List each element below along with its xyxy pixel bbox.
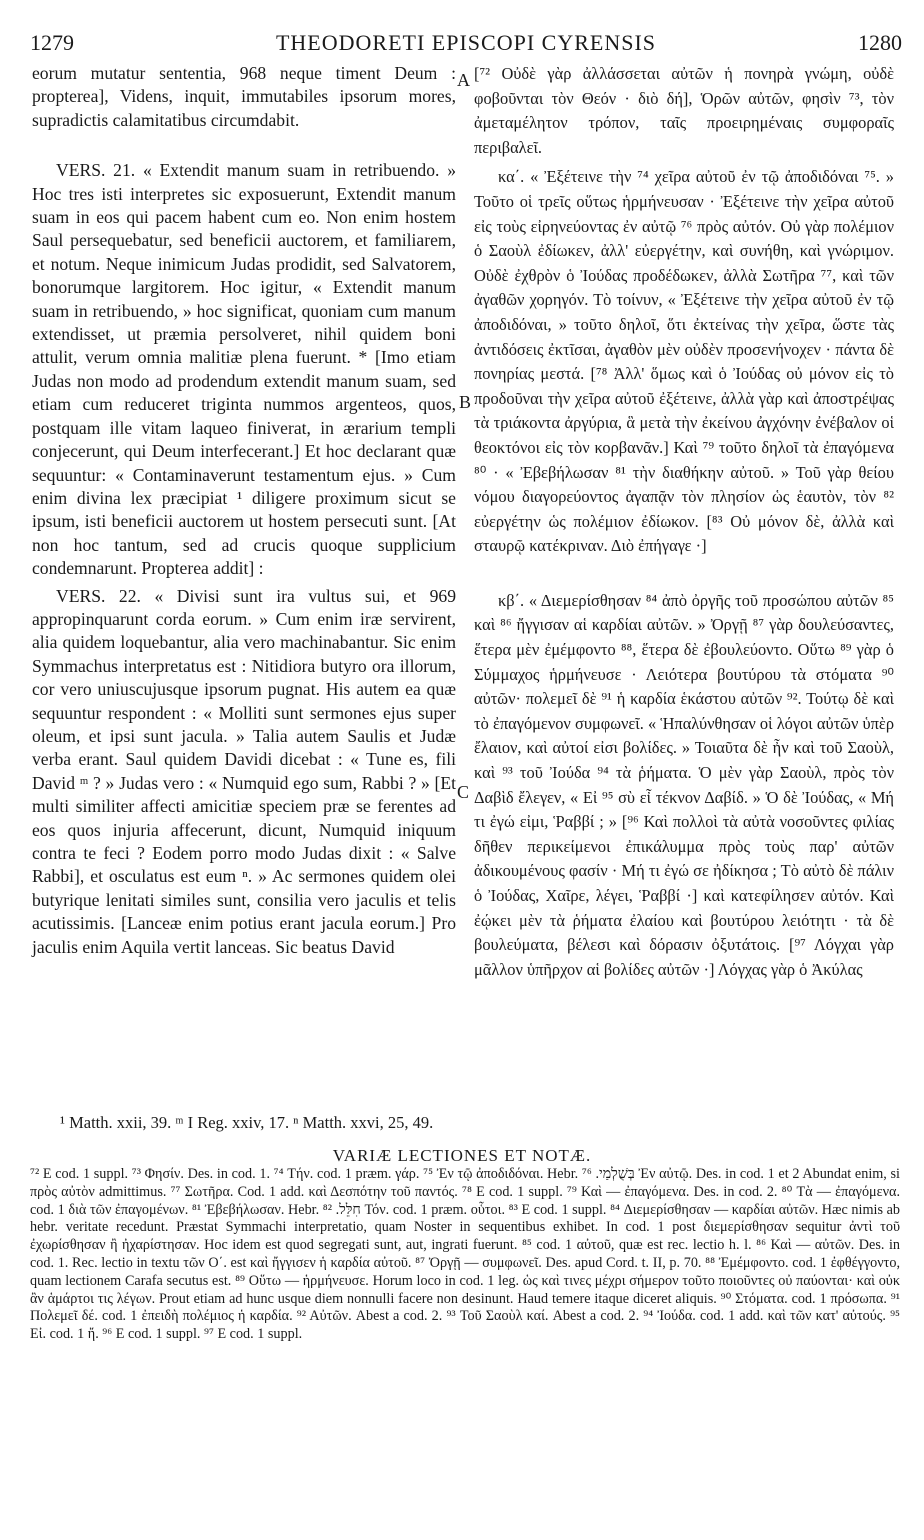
greek-column [474, 62, 894, 982]
running-title: THEODORETI EPISCOPI CYRENSIS [275, 30, 657, 55]
variae-lectiones-title: VARIÆ LECTIONES ET NOTÆ. [332, 1146, 592, 1165]
margin-marker-c: C [457, 782, 470, 802]
margin-marker-a: A [457, 70, 470, 90]
latin-column [32, 62, 456, 959]
variae-lectiones-notes [30, 1166, 900, 1344]
greek-paragraph-1: [⁷² Οὐδὲ γὰρ ἀλλάσσεται αὐτῶν ἡ πονηρὰ γνώμη, οὐδὲ φοβοῦνται τὸν Θεόν · διὸ δή], Ὁρῶν αὐτῶν, φησὶν ⁷³, τὸν ἀμεταμέλητον τρόπον, ταῖς προειρημέναις συμφοραῖς περιβαλεῖ. [474, 64, 894, 157]
margin-marker-b: B [459, 392, 472, 412]
latin-paragraph-1: eorum mutatur sententia, 968 neque timent Deum : propterea], Videns, inquit, immutabiles ipsorum mores, supradictis calamitatibus circumdabit. [32, 63, 456, 130]
running-header [30, 30, 902, 60]
greek-paragraph-kb: κβ΄. « Διεμερίσθησαν ⁸⁴ ἀπὸ ὀργῆς τοῦ προσώπου αὐτῶν ⁸⁵ καὶ ⁸⁶ ἤγγισαν αἱ καρδίαι αὐτῶν. » Ὀργῇ ⁸⁷ γὰρ δουλεύσαντες, ἕτερα μὲν ἐμέμφοντο ⁸⁸, ἕτερα δὲ ἐβουλεύοντο. Οὕτω ⁸⁹ γὰρ ὁ Σύμμαχος ἡρμήνευσε · Λειότερα βουτύρου τὰ στόματα ⁹⁰ αὐτῶν· πολεμεῖ δὲ ⁹¹ ἡ καρδία ἑκάστου αὐτῶν ⁹². Τούτῳ δὲ καὶ τὸ ἐπαγόμενον συμφωνεῖ. « Ἡπαλύνθησαν οἱ λόγοι αὐτῶν ὑπὲρ ἔλαιον, καὶ αὐτοί εἰσι βολίδες. » Τοιαῦτα δὲ ἦν καὶ τοῦ Σαοὺλ, καὶ ⁹³ τοῦ Ἰούδα ⁹⁴ τὰ ῥήματα. Ὁ μὲν γὰρ Σαοὺλ, πρὸς τὸν Δαβὶδ ἔλεγεν, « Εἰ ⁹⁵ σὺ εἶ τέκνον Δαβίδ. » Ὁ δὲ Ἰούδας, « Μή τι ἐγώ εἰμι, Ῥαββί ; » [⁹⁶ Καὶ πολλοὶ τὰ αὐτὰ νοσοῦντες φιλίας δῆθεν περικείμενοι ἐπικάλυμμα πρὸς τοὺς παρ' αὐτῶν ἀδικουμένους φασίν · Μή τι ἐγώ σε ἠδίκησα ; Τὸ αὐτὸ δὲ πάλιν ὁ Ἰούδας, Χαῖρε, λέγει, Ῥαββί ·] καὶ κατεφίλησεν αὐτόν. Καὶ ἐῴκει μὲν τὰ ῥήματα ἐλαίου καὶ βουτύρου λειότητι · τὰ δὲ βουλεύματα, βέλεσι καὶ δόρασιν ὀξυτάτοις. [⁹⁷ Λόγχαι γὰρ μᾶλλον ὑπῆρχον αἱ βολίδες αὐτῶν ·] Λόγχας γὰρ ὁ Ἀκύλας [474, 590, 894, 979]
scripture-footnotes: ¹ Matth. xxii, 39. ᵐ I Reg. xxiv, 17. ⁿ Matth. xxvi, 25, 49. [60, 1113, 434, 1132]
left-page-number: 1279 [30, 30, 74, 55]
latin-paragraph-vers-21: VERS. 21. « Extendit manum suam in retribuendo. » Hoc tres isti interpretes sic exposuerunt, Extendit manum suam in eos qui pacem habent cum eo. Non enim hostem Saul persequebatur, sed beneficii auctorem, et familiarem, et notum. Neque inimicum Judas prodidit, sed Salvatorem, bonorumque largitorem. Hoc igitur, « Extendit manum suam in retribuendo, » hoc significat, quoniam cum manum extendisset, ut præmia persolveret, nihil quidem boni attulit, verum omnia malitiæ plena fuerunt. * [Imo etiam Judas non modo ad prodendum extendit manum suam, sed etiam cum reduceret triginta nummos argenteos, quos, postquam ille vitam laqueo finiverat, in ærarium templi conjecerunt, qui Deum interfecerant.] Et hoc declarant quæ sequuntur: « Contaminaverunt testamentum ejus. » Cum enim divina lex præcipiat ¹ diligere proximum sicut se ipsum, isti beneficii auctorem ut hostem persecuti sunt. [At non hoc tantum, sed ad crucis quoque supplicium condemnarunt. Propterea addit] : [32, 160, 456, 579]
right-page-number: 1280 [858, 30, 902, 55]
variae-lectiones-text: ⁷² E cod. 1 suppl. ⁷³ Φησίν. Des. in cod. 1. ⁷⁴ Τήν. cod. 1 præm. γάρ. ⁷⁵ Ἐν τῷ ἀποδιδόναι. Hebr. בְּשֻׁלְמַי. ⁷⁶ Ἐν αὐτῷ. Des. in cod. 1 et 2 Abundat enim, si πρὸς αὐτὸν admittimus. ⁷⁷ Σωτῆρα. Cod. 1 add. καὶ Δεσπότην τοῦ παντός. ⁷⁸ E cod. 1 suppl. ⁷⁹ Καὶ — ἐπαγόμενα. Des. in cod. 2. ⁸⁰ Τὰ — ἐπαγόμενα. cod. 1 διὰ τῶν ἐπαγομένων. ⁸¹ Ἐβεβήλωσαν. Hebr. חִלֵּל. ⁸² Τόν. cod. 1 præm. οὗτοι. ⁸³ E cod. 1 suppl. ⁸⁴ Διεμερίσθησαν — καρδίαι αὐτῶν. Hæc nimis ab hebr. veritate recedunt. Præstat Symmachi interpretatio, quam Noster in sequentibus exhibet. In cod. 1 post διεμερίσθησαν sequitur ἀντὶ τοῦ ἐχωρίσθησαν ἢ ἠχαρίστησαν. Hoc idem est quod segregati sunt, aut, ingrati fuerunt. ⁸⁵ cod. 1 αὐτοῦ, quæ est rec. lectio h. l. ⁸⁶ Καὶ — αὐτῶν. Des. in cod. 1. Rec. lectio in textu τῶν Ο΄. est καὶ ἤγγισεν ἡ καρδία αὐτοῦ. ⁸⁷ Ὀργῇ — συμφωνεῖ. Des. apud Cord. t. II, p. 70. ⁸⁸ Ἐμέμφοντο. cod. 1 ἐφθέγγοντο, quam lectionem Carafa secutus est. ⁸⁹ Οὕτω — ἡρμήνευσε. Horum loco in cod. 1 leg. ὡς καὶ τινες μέχρι σήμερον τοῦτο ποιοῦντες οὐ παύονται· καὶ οὐκ ἂν ἁμάρτοι τις λέγων. Prout etiam ad hunc usque diem nonnulli facere non desinunt. Haud temere itaque diceret aliquis. ⁹⁰ Στόματα. cod. 1 πρόσωπα. ⁹¹ Πολεμεῖ δέ. cod. 1 ἐπειδὴ πολέμιος ἡ καρδία. ⁹² Αὐτῶν. Abest a cod. 2. ⁹³ Τοῦ Σαοὺλ καί. Abest a cod. 2. ⁹⁴ Ἰούδα. cod. 1 add. καὶ τῶν κατ' αὐτούς. ⁹⁵ Εἰ. cod. 1 ἤ. ⁹⁶ E cod. 1 suppl. ⁹⁷ E cod. 1 suppl. [30, 1166, 901, 1343]
greek-paragraph-ka: κα΄. « Ἐξέτεινε τὴν ⁷⁴ χεῖρα αὐτοῦ ἐν τῷ ἀποδιδόναι ⁷⁵. » Τοῦτο οἱ τρεῖς οὕτως ἡρμήνευσαν · Ἐξέτεινε τὴν χεῖρα αὐτοῦ εἰς τοὺς εἰρηνεύοντας ἐν αὐτῷ ⁷⁶ πρὸς αὐτόν. Οὐ γὰρ πολέμιον ὁ Σαοὺλ ἐδίωκεν, ἀλλ' εὐεργέτην, καὶ συνήθη, καὶ γνώριμον. Οὐδὲ ἐχθρὸν ὁ Ἰούδας προδέδωκεν, ἀλλὰ Σωτῆρα ⁷⁷, καὶ τῶν ἀγαθῶν χορηγόν. Τὸ τοίνυν, « Ἐξέτεινε τὴν χεῖρα αὐτοῦ ἐν τῷ ἀποδιδόναι, » τοῦτο δηλοῖ, ὅτι ἐκτείνας τὴν χεῖρα, ὥστε τὰς ἀντιδόσεις ἐκτῖσαι, ἀγαθὸν μὲν οὐδὲν προσενήνοχεν · πάντα δὲ πονηρίας μεστά. [⁷⁸ Ἀλλ' ὅμως καὶ ὁ Ἰούδας οὐ μόνον εἰς τὸ προδοῦναι τὴν χεῖρα αὐτοῦ ἐξέτεινε, ἀλλὰ γὰρ καὶ ἀποστρέψας τὰ τριάκοντα ἀργύρια, ἃ μετὰ τὴν ἐκείνου ἀγχόνην ἐνέβαλον οἱ θεοκτόνοι εἰς τὸν κορβανᾶν.] Καὶ ⁷⁹ τοῦτο δηλοῖ τὰ ἐπαγόμενα ⁸⁰ · « Ἐβεβήλωσαν ⁸¹ τὴν διαθήκην αὐτοῦ. » Τοῦ γὰρ θείου νόμου διαγορεύοντος ἀγαπᾷν τὸν πλησίον ὡς ἑαυτὸν, τὸν ⁸² εὐεργέτην ὡς πολέμιον ἐδίωκον. [⁸³ Οὐ μόνον δὲ, ἀλλὰ καὶ σταυρῷ κατέκριναν. Διὸ ἐπήγαγε ·] [474, 167, 894, 556]
latin-paragraph-vers-22: VERS. 22. « Divisi sunt ira vultus sui, et 969 appropinquarunt corda eorum. » Cum enim iræ servirent, alia quidem loquebantur, alia vero machinabantur. Sic enim Symmachus interpretatus est : Nitidiora butyro ora illorum, cor vero uniuscujusque ipsorum pugnat. His autem ea quæ sequuntur respondent : « Molliti sunt sermones ejus super oleum, et ipsi sunt jacula. » Talia autem Saulis et Judæ verba erant. Saul quidem Davidi dicebat : « Tune es, fili David ᵐ ? » Judas vero : « Numquid ego sum, Rabbi ? » [Et multi similiter affecti amicitiæ speciem præ se ferentes ad eos quos injuria affecerunt, dicunt, Numquid iniquum contra te feci ? Eodem porro modo Judas dixit : « Salve Rabbi], et osculatus est eum ⁿ. » Ac sermones quidem olei butyrique lenitati similes sunt, consilia vero jaculis et telis acutissimis. [Lanceæ enim potius erant jacula eorum.] Pro jaculis enim Aquila vertit lanceas. Sic beatus David [32, 585, 456, 957]
